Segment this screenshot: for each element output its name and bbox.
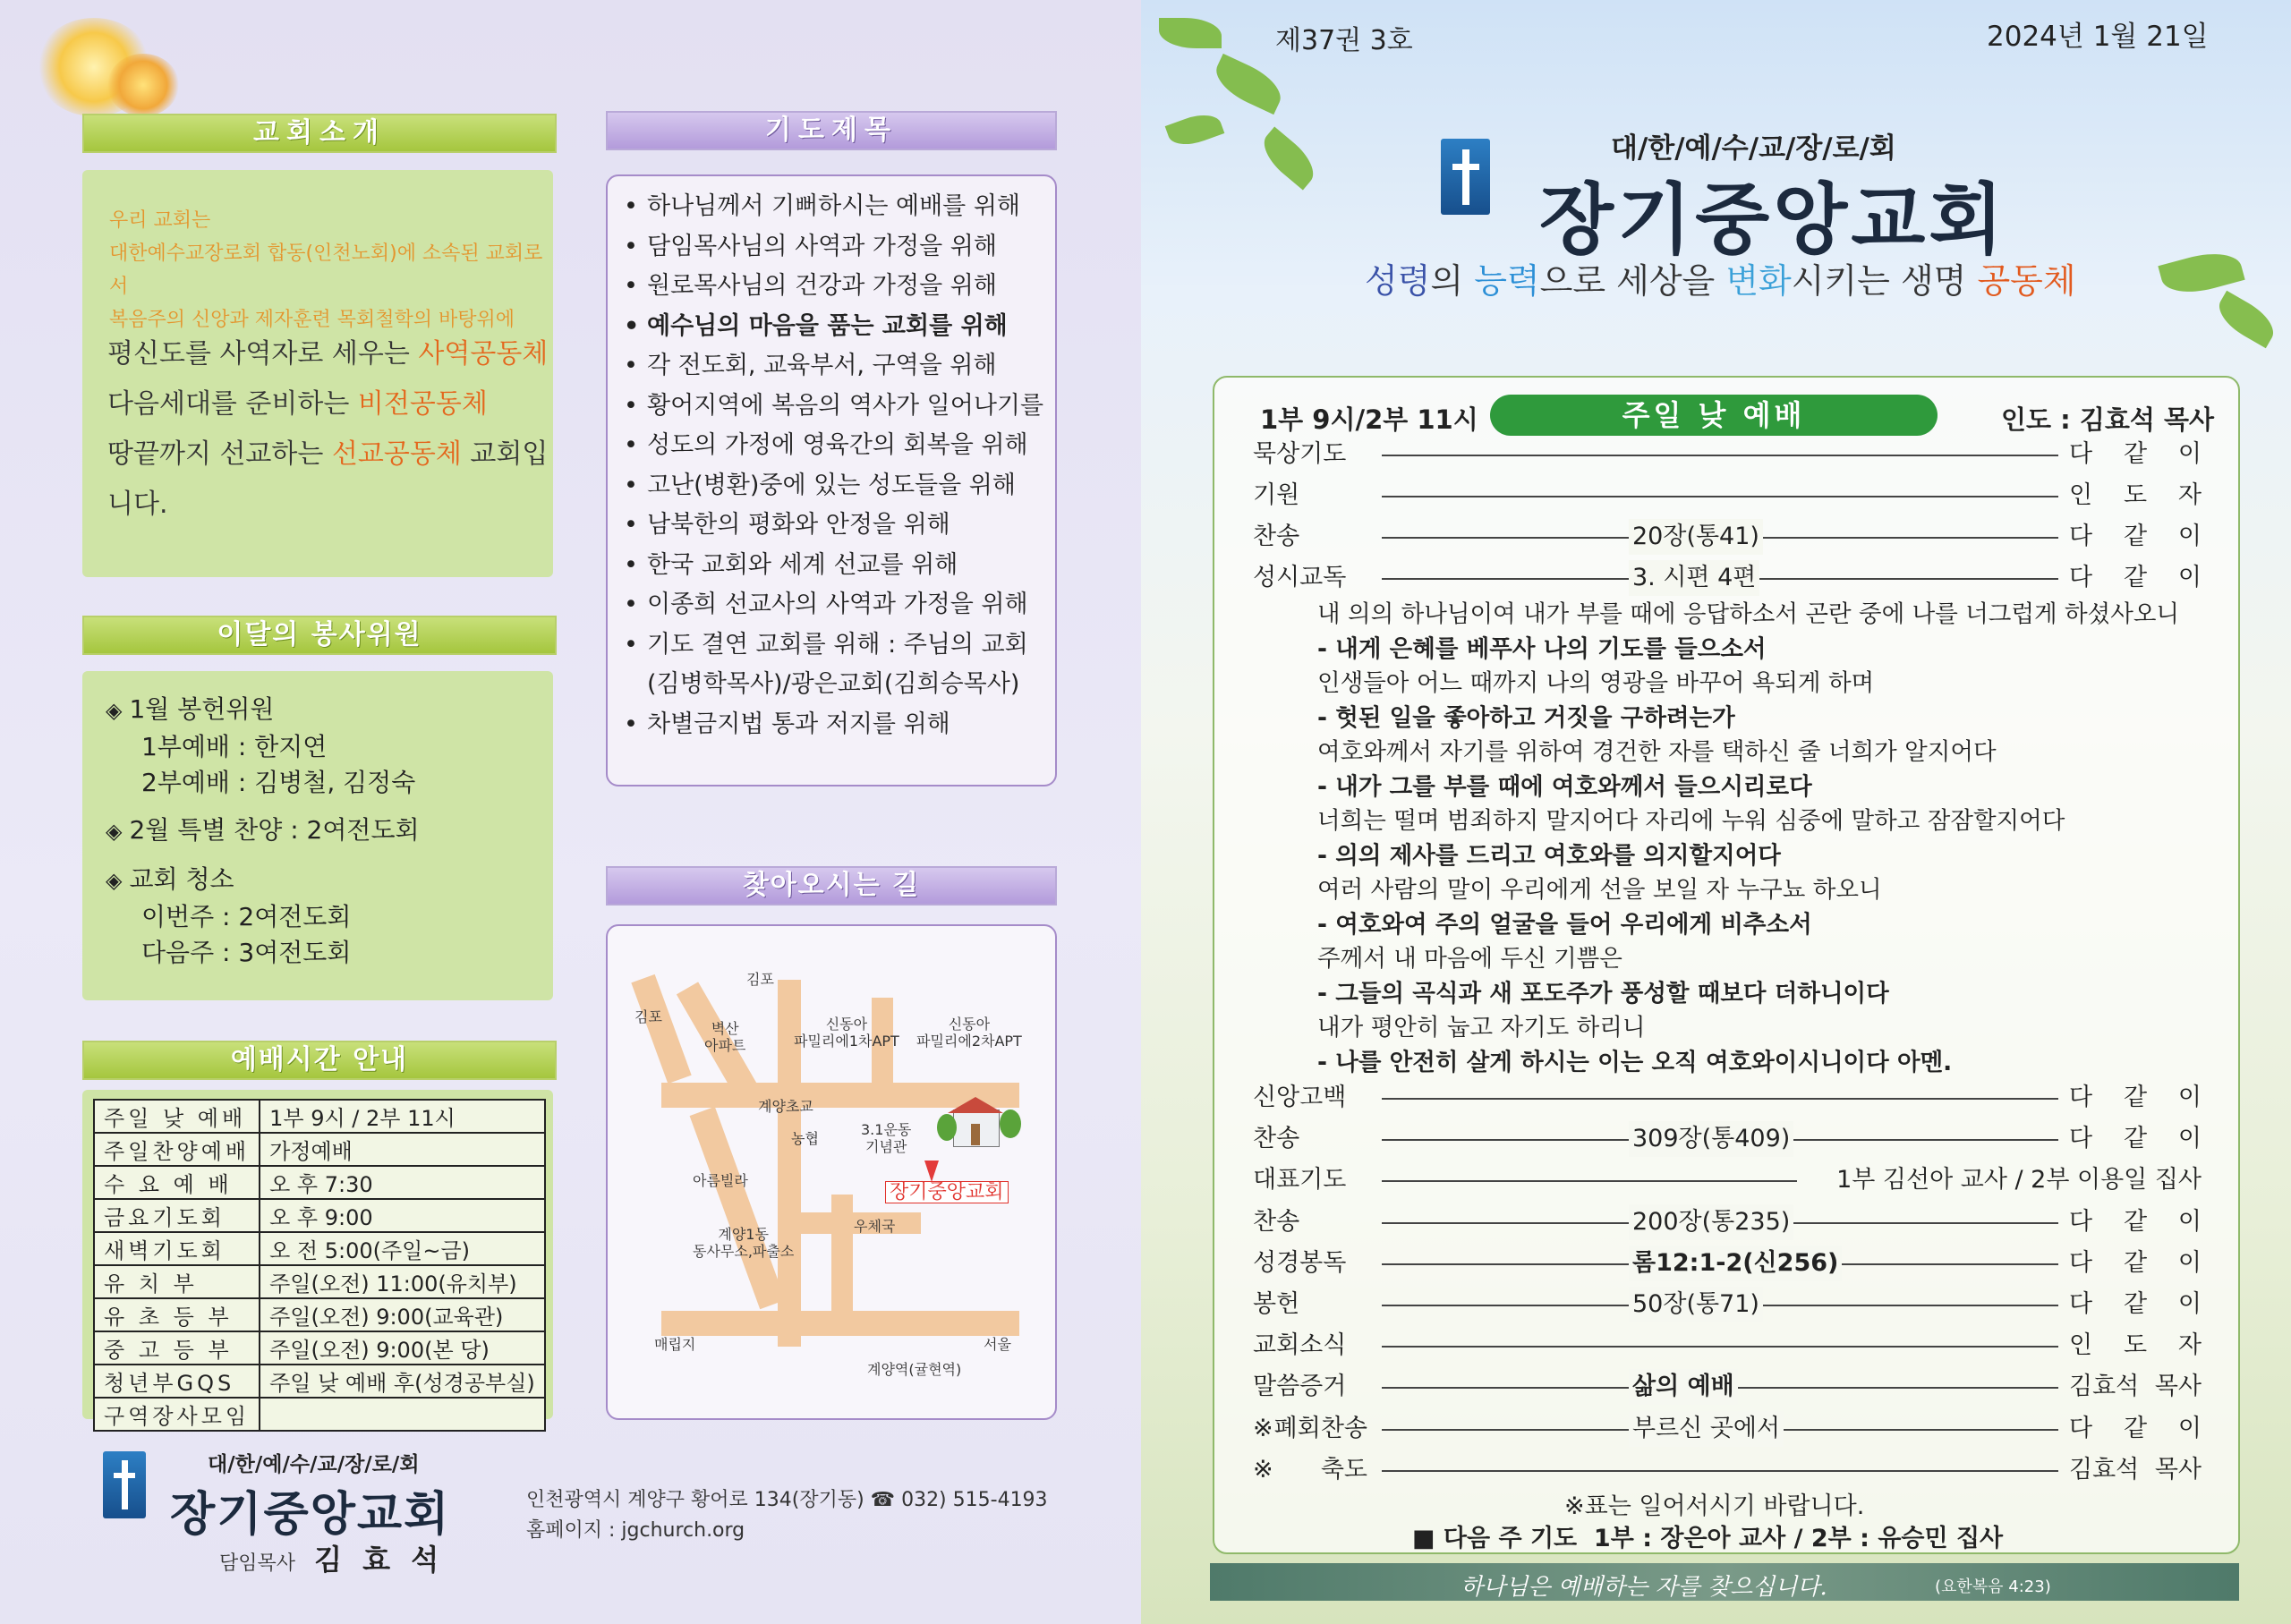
leader-line	[1382, 1346, 2058, 1348]
volunteer-group-head: ◈ 교회 청소	[106, 864, 234, 894]
leaf-decoration	[1255, 126, 1322, 190]
slogan-segment: 성령	[1365, 261, 1431, 301]
header-church-name: 장기중앙교회	[1539, 175, 2007, 265]
order-item-detail: 3. 시편 4편	[1629, 560, 1759, 596]
prayer-section-title: 기도제목	[606, 111, 1057, 150]
psalm-line: 여호와께서 자기를 위하여 경건한 자를 택하신 줄 너희가 알지어다	[1317, 738, 1997, 766]
prayer-box	[606, 174, 1057, 786]
volunteer-line: 다음주 : 3여전도회	[141, 938, 352, 967]
leader-line	[1382, 496, 2058, 497]
schedule-name: 주일 낮 예배	[94, 1100, 260, 1133]
volume-number: 제37권 3호	[1275, 25, 1413, 56]
mission-statements	[107, 329, 553, 530]
schedule-time	[260, 1398, 545, 1431]
footer-pastor: 담임목사 김 효 석	[219, 1543, 445, 1577]
order-item-detail: 롬12:1-2(신256)	[1629, 1246, 1842, 1281]
volunteer-line: 1부예배 : 한지연	[141, 732, 328, 761]
order-item-name: ※축도	[1253, 1455, 1367, 1484]
schedule-table	[93, 1099, 546, 1432]
leaf-decoration	[1165, 108, 1225, 152]
map-label: 계양역(귤현역)	[867, 1361, 962, 1378]
prayer-item: • 담임목사님의 사역과 가정을 위해	[624, 232, 997, 260]
volunteers-box	[82, 671, 553, 1000]
intro-line: 우리 교회는	[109, 209, 211, 232]
service-leader: 인도 : 김효석 목사	[2001, 404, 2214, 435]
schedule-name: 금요기도회	[94, 1199, 260, 1232]
leader-line	[1382, 1180, 1797, 1182]
psalm-line: 너희는 떨며 범죄하지 말지어다 자리에 누워 심중에 말하고 잠잠할지어다	[1317, 807, 2065, 835]
church-building-icon	[948, 1092, 1003, 1145]
order-item-leader: 김효석 목사	[2069, 1455, 2202, 1484]
schedule-row	[94, 1199, 545, 1232]
footer-contact	[526, 1485, 1048, 1546]
schedule-row	[94, 1365, 545, 1398]
intro-small-text	[109, 204, 553, 336]
prayer-item: (김병학목사)/광은교회(김희승목사)	[647, 670, 1020, 698]
order-item-leader: 다 같 이	[2069, 1125, 2202, 1153]
mission-line: 평신도를 사역자로 세우는 사역공동체	[107, 338, 549, 370]
map-label: 아름빌라	[693, 1172, 748, 1189]
schedule-box	[82, 1090, 553, 1429]
schedule-row	[94, 1232, 545, 1265]
bulletin-date: 2024년 1월 21일	[1987, 21, 2209, 53]
left-page	[0, 0, 1141, 1624]
volunteer-line: 이번주 : 2여전도회	[141, 902, 352, 931]
schedule-time: 오 전 5:00(주일~금)	[260, 1232, 545, 1265]
church-map-label: 장기중앙교회	[885, 1181, 1009, 1203]
tree-icon	[1000, 1110, 1021, 1138]
prayer-item: • 기도 결연 교회를 위해 : 주님의 교회	[624, 630, 1028, 659]
header-denomination: 대/한/예/수/교/장/로/회	[1611, 132, 1896, 165]
worship-order-row	[1253, 1246, 2202, 1281]
map-label: 김포	[746, 971, 774, 988]
map-label: 김포	[634, 1008, 662, 1025]
prayer-item: • 황어지역에 복음의 역사가 일어나기를	[624, 391, 1044, 420]
order-item-name: 찬송	[1253, 1125, 1300, 1153]
mission-line: 다음세대를 준비하는 비전공동체	[107, 388, 488, 420]
map-section-title: 찾아오시는 길	[606, 866, 1057, 906]
verse-text: 하나님은 예배하는 자를 찾으십니다.	[1461, 1574, 1827, 1601]
prayer-item: • 하나님께서 기뻐하시는 예배를 위해	[624, 192, 1020, 220]
worship-order-row	[1253, 560, 2202, 596]
order-item-detail: 309장(통409)	[1629, 1121, 1793, 1157]
footer-church-name: 장기중앙교회	[170, 1488, 451, 1542]
schedule-time: 1부 9시 / 2부 11시	[260, 1100, 545, 1133]
footer-address: 인천광역시 계양구 황어로 134(장기동)	[526, 1489, 864, 1511]
prayer-item: • 각 전도회, 교육부서, 구역을 위해	[624, 352, 997, 379]
psalm-line: 여러 사람의 말이 우리에게 선을 보일 자 누구뇨 하오니	[1317, 876, 1882, 904]
order-item-leader: 다 같 이	[2069, 523, 2202, 550]
schedule-row	[94, 1398, 545, 1431]
worship-order-row	[1253, 1204, 2202, 1240]
schedule-name: 구역장사모임	[94, 1398, 260, 1431]
intro-section-title: 교회소개	[82, 114, 557, 153]
stand-note: ※표는 일어서시기 바랍니다.	[1564, 1492, 1865, 1520]
prayer-list	[624, 187, 1043, 744]
order-item-detail: 50장(통71)	[1629, 1287, 1763, 1322]
prayer-item: • 예수님의 마음을 품는 교회를 위해	[624, 311, 1008, 340]
worship-order-row	[1253, 1121, 2202, 1157]
order-item-leader: 다 같 이	[2069, 1290, 2202, 1318]
worship-order-row	[1253, 478, 2202, 514]
psalm-line: - 여호와여 주의 얼굴을 들어 우리에게 비추소서	[1317, 910, 1812, 939]
map-road	[872, 998, 893, 1105]
church-logo-icon	[1441, 139, 1490, 215]
schedule-name: 새벽기도회	[94, 1232, 260, 1265]
leader-line	[1382, 1470, 2058, 1472]
church-logo-icon	[103, 1451, 146, 1518]
order-item-name: 교회소식	[1253, 1331, 1347, 1360]
map-label: 농협	[791, 1130, 819, 1147]
psalm-line: - 내게 은혜를 베푸사 나의 기도를 들으소서	[1317, 634, 1767, 663]
schedule-row	[94, 1298, 545, 1331]
schedule-name: 주일찬양예배	[94, 1133, 260, 1166]
worship-order-row	[1253, 437, 2202, 472]
order-item-leader: 다 같 이	[2069, 1207, 2202, 1236]
volunteer-group-head: ◈ 2월 특별 찬양 : 2여전도회	[106, 815, 420, 845]
schedule-name: 청년부GQS	[94, 1365, 260, 1398]
order-item-name: 성경봉독	[1253, 1248, 1347, 1277]
footer-homepage: 홈페이지 : jgchurch.org	[526, 1519, 745, 1542]
intro-line: 복음주의 신앙과 제자훈련 목회철학의 바탕위에	[109, 309, 515, 331]
worship-order-row	[1253, 519, 2202, 555]
order-item-leader: 인 도 자	[2069, 1331, 2202, 1360]
schedule-name: 중 고 등 부	[94, 1331, 260, 1365]
map-pin-icon	[924, 1161, 939, 1182]
schedule-row	[94, 1166, 545, 1199]
schedule-time: 오 후 7:30	[260, 1166, 545, 1199]
schedule-time: 주일(오전) 11:00(유치부)	[260, 1265, 545, 1298]
order-item-detail: 삶의 예배	[1629, 1369, 1738, 1405]
psalm-line: - 내가 그를 부를 때에 여호와께서 들으시리로다	[1317, 772, 1812, 801]
order-item-detail: 부르신 곳에서	[1629, 1411, 1784, 1447]
psalm-line: - 그들의 곡식과 새 포도주가 풍성할 때보다 더하니이다	[1317, 979, 1889, 1008]
prayer-item: • 남북한의 평화와 안정을 위해	[624, 511, 950, 539]
schedule-row	[94, 1133, 545, 1166]
worship-order-row	[1253, 1452, 2202, 1488]
psalm-line: 내가 평안히 눕고 자기도 하리니	[1317, 1014, 1646, 1042]
intro-line: 대한예수교장로회 합동(인천노회)에 소속된 교회로서	[109, 242, 543, 298]
slogan-segment: 능력	[1474, 261, 1540, 301]
slogan-segment: 으로 세상을	[1539, 261, 1726, 301]
order-item-leader: 인 도 자	[2069, 481, 2202, 509]
volunteers-section-title: 이달의 봉사위원	[82, 616, 557, 655]
order-item-leader: 1부 김선아 교사 / 2부 이용일 집사	[1836, 1166, 2202, 1195]
worship-order-row	[1253, 1287, 2202, 1322]
psalm-line: 주께서 내 마음에 두신 기쁨은	[1317, 945, 1622, 973]
church-slogan	[1365, 253, 2076, 302]
order-item-name: 기원	[1253, 481, 1300, 509]
service-banner: 주일 낮 예배	[1490, 395, 1938, 436]
verse-banner	[1210, 1563, 2239, 1601]
schedule-time: 주일(오전) 9:00(교육관)	[260, 1298, 545, 1331]
leaf-decoration	[1209, 54, 1289, 115]
map-label: 계양초교	[758, 1098, 813, 1115]
order-item-leader: 다 같 이	[2069, 440, 2202, 468]
order-item-name: 묵상기도	[1253, 440, 1347, 468]
psalm-line: - 헛된 일을 좋아하고 거짓을 구하려는가	[1317, 703, 1735, 732]
order-item-name: 찬송	[1253, 1207, 1300, 1236]
schedule-section-title: 예배시간 안내	[82, 1041, 557, 1080]
order-item-leader: 다 같 이	[2069, 1414, 2202, 1442]
tree-icon	[937, 1114, 957, 1141]
map-label: 신동아 파밀리에1차APT	[794, 1016, 899, 1050]
service-times: 1부 9시/2부 11시	[1260, 404, 1478, 435]
mission-line: 땅끝까지 선교하는 선교공동체 교회입니다.	[107, 438, 549, 520]
intro-box	[82, 170, 553, 577]
order-item-name: 찬송	[1253, 523, 1300, 550]
prayer-item: • 성도의 가정에 영육간의 회복을 위해	[624, 431, 1028, 459]
map-label: 3.1운동 기념관	[861, 1121, 912, 1155]
order-item-name: 대표기도	[1253, 1166, 1347, 1195]
order-item-name: ※폐회찬송	[1253, 1414, 1367, 1442]
order-item-name: 봉헌	[1253, 1290, 1300, 1318]
order-item-leader: 다 같 이	[2069, 564, 2202, 591]
directions-map	[606, 924, 1057, 1420]
prayer-item: • 고난(병환)중에 있는 성도들을 위해	[624, 471, 1016, 499]
slogan-segment: 시키는 생명	[1791, 261, 1978, 301]
psalm-line: - 의의 제사를 드리고 여호와를 의지할지어다	[1317, 841, 1781, 870]
schedule-row	[94, 1100, 545, 1133]
prayer-item: • 이종희 선교사의 사역과 가정을 위해	[624, 591, 1028, 618]
order-item-detail: 20장(통41)	[1629, 519, 1763, 555]
worship-order-row	[1253, 1411, 2202, 1447]
slogan-segment: 의	[1430, 261, 1475, 301]
leaf-decoration	[2211, 291, 2281, 348]
map-label: 벽산 아파트	[704, 1020, 746, 1054]
leader-line	[1382, 1098, 2058, 1100]
volunteer-group-head: ◈ 1월 봉헌위원	[106, 694, 275, 724]
psalm-line: 인생들아 어느 때까지 나의 영광을 바꾸어 욕되게 하며	[1317, 669, 1875, 697]
map-label: 서울	[984, 1336, 1011, 1353]
schedule-name: 수 요 예 배	[94, 1166, 260, 1199]
map-label: 매립지	[654, 1336, 696, 1353]
order-item-leader: 다 같 이	[2069, 1084, 2202, 1111]
prayer-item: • 차별금지법 통과 저지를 위해	[624, 710, 950, 738]
volunteer-line: 2부예배 : 김병철, 김정숙	[141, 768, 416, 797]
schedule-name: 유 초 등 부	[94, 1298, 260, 1331]
slogan-segment: 변화	[1725, 261, 1792, 301]
map-road	[690, 1107, 786, 1309]
schedule-time: 주일 낮 예배 후(성경공부실)	[260, 1365, 545, 1398]
prayer-item: • 한국 교회와 세계 선교를 위해	[624, 550, 958, 579]
schedule-name: 유 치 부	[94, 1265, 260, 1298]
flower-decoration	[107, 54, 179, 116]
schedule-row	[94, 1331, 545, 1365]
footer-phone: ☎ 032) 515-4193	[870, 1489, 1048, 1511]
schedule-time: 가정예배	[260, 1133, 545, 1166]
worship-order-row	[1253, 1328, 2202, 1364]
order-item-detail: 200장(통235)	[1629, 1204, 1793, 1240]
map-label: 우체국	[854, 1218, 896, 1235]
leader-line	[1382, 455, 2058, 456]
psalm-line: 내 의의 하나님이여 내가 부를 때에 응답하소서 곤란 중에 나를 너그럽게 하셨사오니	[1317, 600, 2180, 628]
order-item-name: 신앙고백	[1253, 1084, 1347, 1111]
order-item-leader: 다 같 이	[2069, 1248, 2202, 1277]
leaf-decoration	[1159, 18, 1222, 48]
next-week-prayer: ■ 다음 주 기도 1부 : 장은아 교사 / 2부 : 유승민 집사	[1412, 1525, 2004, 1552]
schedule-time: 오 후 9:00	[260, 1199, 545, 1232]
order-item-leader: 김효석 목사	[2069, 1373, 2202, 1401]
prayer-item: • 원로목사님의 건강과 가정을 위해	[624, 272, 997, 300]
psalm-line: - 나를 안전히 살게 하시는 이는 오직 여호와이시니이다 아멘.	[1317, 1048, 1953, 1076]
schedule-row	[94, 1265, 545, 1298]
worship-order-row	[1253, 1162, 2202, 1198]
map-label: 신동아 파밀리에2차APT	[916, 1016, 1022, 1050]
verse-reference: (요한복음 4:23)	[1935, 1577, 2051, 1596]
worship-order-row	[1253, 1369, 2202, 1405]
slogan-segment: 공동체	[1977, 261, 2076, 301]
order-item-name: 성시교독	[1253, 564, 1347, 591]
map-label: 계양1동 동사무소,파출소	[693, 1226, 795, 1260]
footer-denomination: 대/한/예/수/교/장/로/회	[208, 1453, 420, 1476]
worship-order-row	[1253, 1080, 2202, 1116]
schedule-time: 주일(오전) 9:00(본 당)	[260, 1331, 545, 1365]
leaf-decoration	[2158, 245, 2244, 301]
order-item-name: 말씀증거	[1253, 1373, 1347, 1401]
